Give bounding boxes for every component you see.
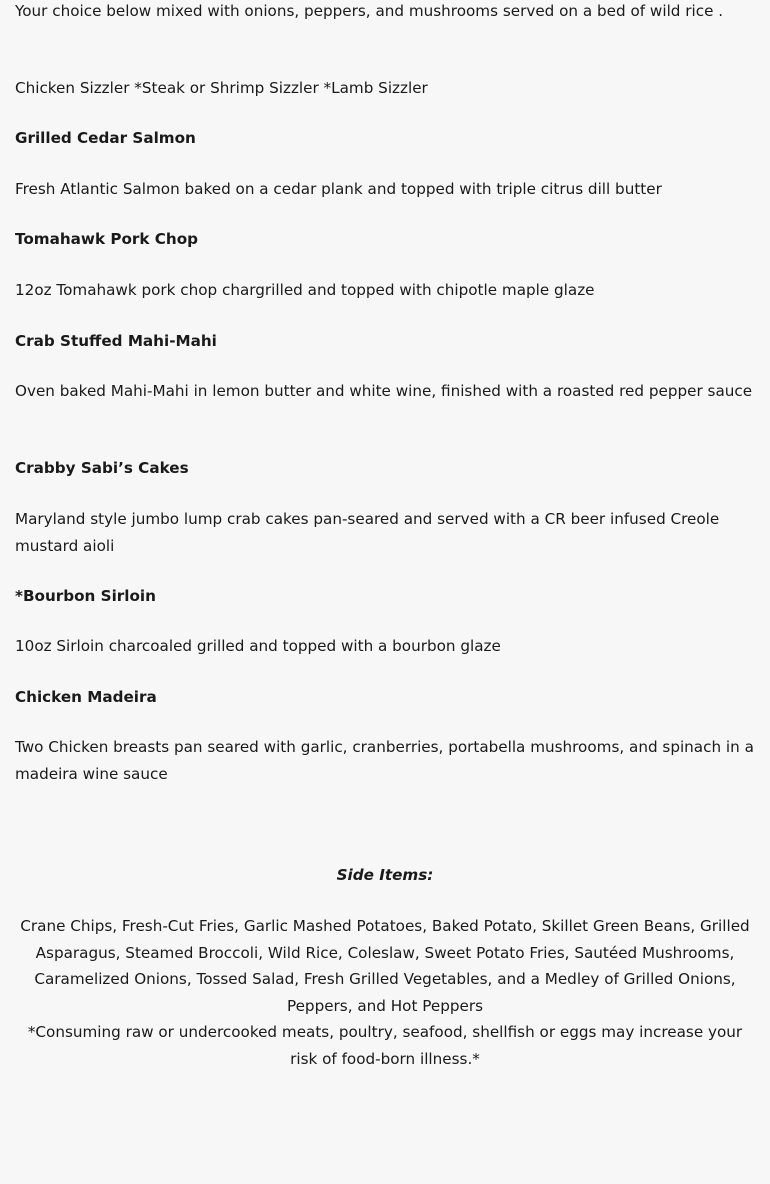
dish-description-pork-chop: 12oz Tomahawk pork chop chargrilled and topped with chipotle maple glaze — [15, 281, 595, 299]
dish-name-chicken-madeira: Chicken Madeira — [15, 688, 157, 706]
dish-name-cedar-salmon: Grilled Cedar Salmon — [15, 129, 196, 147]
dish-name-crab-cakes: Crabby Sabi’s Cakes — [15, 459, 189, 477]
dish-description-bourbon-sirloin: 10oz Sirloin charcoaled grilled and topped with a bourbon glaze — [15, 637, 501, 655]
dish-description-chicken-madeira: Two Chicken breasts pan seared with garlic, cranberries, portabella mushrooms, and spinach in a madeira wine sauce — [15, 738, 754, 783]
dish-name-mahi-mahi: Crab Stuffed Mahi-Mahi — [15, 332, 217, 350]
side-items-list: Crane Chips, Fresh-Cut Fries, Garlic Mashed Potatoes, Baked Potato, Skillet Green Beans, Grilled Asparagus, Steamed Broccoli, Wild Rice, Coleslaw, Sweet Potato Fries, Sautéed Mushrooms, Caramelized Onions, Tossed Salad, Fresh Grilled Vegetables, and a Medley of Grilled Onions, Peppers, and Hot Peppers — [20, 917, 750, 1015]
dish-description-crab-cakes: Maryland style jumbo lump crab cakes pan-seared and served with a CR beer infused Creole mustard aioli — [15, 510, 720, 555]
dish-name-bourbon-sirloin: *Bourbon Sirloin — [15, 587, 156, 605]
side-items-title: Side Items: — [336, 866, 434, 884]
dish-description-cedar-salmon: Fresh Atlantic Salmon baked on a cedar plank and topped with triple citrus dill butter — [15, 180, 662, 198]
food-safety-warning: *Consuming raw or undercooked meats, poultry, seafood, shellfish or eggs may increase your risk of food-born illness.* — [27, 1023, 743, 1068]
sizzler-description: Your choice below mixed with onions, peppers, and mushrooms served on a bed of wild rice . — [15, 2, 724, 20]
dish-name-pork-chop: Tomahawk Pork Chop — [15, 230, 199, 248]
dish-description-mahi-mahi: Oven baked Mahi-Mahi in lemon butter and white wine, finished with a roasted red pepper sauce — [15, 382, 753, 400]
sizzler-options: Chicken Sizzler *Steak or Shrimp Sizzler *Lamb Sizzler — [15, 79, 428, 97]
